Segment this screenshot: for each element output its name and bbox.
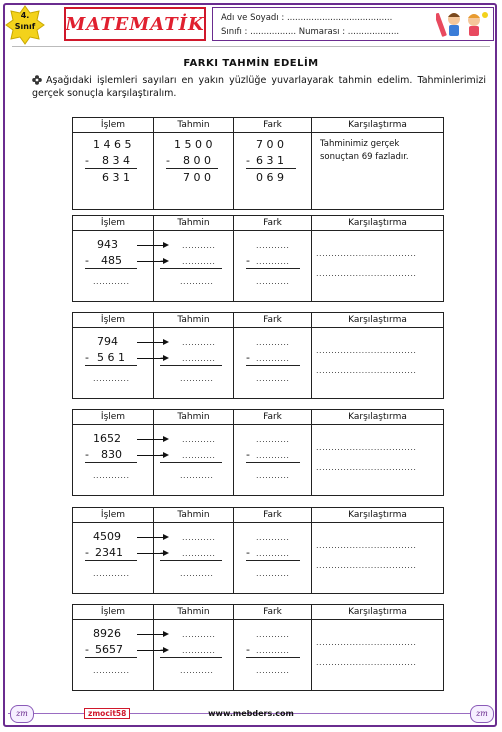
estimate-result-blank[interactable]: ........... xyxy=(180,569,214,578)
exercise-table-1 xyxy=(72,215,444,302)
footer-website-link[interactable]: www.mebders.com xyxy=(208,709,294,718)
col-header-karsilastirma: Karşılaştırma xyxy=(312,508,444,523)
exercise-islem-cell xyxy=(73,425,154,496)
example-fark-cell xyxy=(234,133,312,210)
fark-b-blank[interactable]: ........... xyxy=(256,549,290,558)
footer-author-tag: zmocit58 xyxy=(84,708,130,719)
exercise-table-3 xyxy=(72,409,444,496)
example-tahmin-cell xyxy=(154,133,234,210)
minus-sign: - xyxy=(160,254,164,267)
instructions-text: Aşağıdaki işlemleri sayıları en yakın yüzlüğe yuvarlayarak tahmin edelim. Tahminlerimizi gerçek sonuçla karşılaştıralım. xyxy=(32,75,486,99)
estimate-a-blank[interactable]: ........... xyxy=(182,435,216,444)
fark-result-blank[interactable]: ........... xyxy=(256,471,290,480)
sum-line xyxy=(246,168,296,169)
col-header-karsilastirma: Karşılaştırma xyxy=(312,605,444,620)
exercise-table-4 xyxy=(72,507,444,594)
answer-blank[interactable]: ............ xyxy=(93,277,130,286)
sum-line xyxy=(246,657,300,658)
minus-sign: - xyxy=(85,546,89,559)
grade-number: 4. xyxy=(20,11,30,20)
estimate-result-blank[interactable]: ........... xyxy=(180,374,214,383)
col-header-islem: İşlem xyxy=(73,410,154,425)
comparison-blank-2[interactable]: ................................. xyxy=(316,561,417,570)
sum-line xyxy=(85,560,137,561)
exercise-fark-cell xyxy=(234,328,312,399)
sum-line xyxy=(85,168,137,169)
comparison-blank-1[interactable]: ................................. xyxy=(316,346,417,355)
estimate-a-blank[interactable]: ........... xyxy=(182,630,216,639)
col-header-tahmin: Tahmin xyxy=(154,216,234,231)
exercise-number-a: 794 xyxy=(97,335,118,348)
fark-result-blank[interactable]: ........... xyxy=(256,277,290,286)
example-comparison-line-1: Tahminimiz gerçek xyxy=(320,139,400,149)
estimate-b-blank[interactable]: ........... xyxy=(182,354,216,363)
example-est-a: 1 5 0 0 xyxy=(174,138,213,151)
fark-a-blank[interactable]: ........... xyxy=(256,630,290,639)
comparison-blank-1[interactable]: ................................. xyxy=(316,541,417,550)
estimate-b-blank[interactable]: ........... xyxy=(182,257,216,266)
minus-sign: - xyxy=(246,154,250,167)
worksheet-title: FARKI TAHMİN EDELİM xyxy=(183,58,319,69)
col-header-islem: İşlem xyxy=(73,605,154,620)
sum-line xyxy=(160,657,222,658)
exercise-number-b: 830 xyxy=(101,448,122,461)
col-header-islem: İşlem xyxy=(73,216,154,231)
comparison-blank-1[interactable]: ................................. xyxy=(316,638,417,647)
student-class-line[interactable]: Sınıfı : ................. Numarası : ................... xyxy=(221,27,400,37)
example-karsilastirma-cell xyxy=(312,133,444,210)
estimate-b-blank[interactable]: ........... xyxy=(182,646,216,655)
sum-line xyxy=(85,462,137,463)
col-header-fark: Fark xyxy=(234,118,312,133)
exercise-table-2 xyxy=(72,312,444,399)
col-header-fark: Fark xyxy=(234,605,312,620)
sum-line xyxy=(166,168,218,169)
minus-sign: - xyxy=(246,643,250,656)
student-name-line[interactable]: Adı ve Soyadı : ....................................... xyxy=(221,13,393,23)
col-header-fark: Fark xyxy=(234,508,312,523)
estimate-a-blank[interactable]: ........... xyxy=(182,533,216,542)
exercise-fark-cell xyxy=(234,620,312,691)
fark-result-blank[interactable]: ........... xyxy=(256,374,290,383)
exercise-number-a: 1652 xyxy=(93,432,121,445)
estimate-a-blank[interactable]: ........... xyxy=(182,241,216,250)
exercise-tahmin-cell xyxy=(154,425,234,496)
exercise-number-a: 943 xyxy=(97,238,118,251)
estimate-result-blank[interactable]: ........... xyxy=(180,666,214,675)
exercise-number-a: 4509 xyxy=(93,530,121,543)
fark-b-blank[interactable]: ........... xyxy=(256,257,290,266)
example-op-a: 1 4 6 5 xyxy=(93,138,132,151)
exercise-islem-cell xyxy=(73,231,154,302)
exercise-number-a: 8926 xyxy=(93,627,121,640)
example-est-b: 8 0 0 xyxy=(183,154,211,167)
minus-sign: - xyxy=(85,643,89,656)
estimate-result-blank[interactable]: ........... xyxy=(180,471,214,480)
zm-logo-right: zm xyxy=(470,705,494,723)
col-header-karsilastirma: Karşılaştırma xyxy=(312,118,444,133)
sum-line xyxy=(246,365,300,366)
comparison-blank-2[interactable]: ................................. xyxy=(316,658,417,667)
fark-a-blank[interactable]: ........... xyxy=(256,533,290,542)
exercise-karsilastirma-cell xyxy=(312,328,444,399)
col-header-karsilastirma: Karşılaştırma xyxy=(312,313,444,328)
fark-b-blank[interactable]: ........... xyxy=(256,646,290,655)
fark-result-blank[interactable]: ........... xyxy=(256,666,290,675)
sum-line xyxy=(246,462,300,463)
fark-b-blank[interactable]: ........... xyxy=(256,354,290,363)
zm-logo-left: zm xyxy=(10,705,34,723)
fark-a-blank[interactable]: ........... xyxy=(256,241,290,250)
sum-line xyxy=(160,560,222,561)
col-header-fark: Fark xyxy=(234,216,312,231)
example-comparison xyxy=(320,138,409,164)
col-header-karsilastirma: Karşılaştırma xyxy=(312,410,444,425)
minus-sign: - xyxy=(160,351,164,364)
minus-sign: - xyxy=(160,643,164,656)
minus-sign: - xyxy=(85,254,89,267)
minus-sign: - xyxy=(166,154,170,167)
estimate-result-blank[interactable]: ........... xyxy=(180,277,214,286)
col-header-tahmin: Tahmin xyxy=(154,508,234,523)
answer-blank[interactable]: ............ xyxy=(93,569,130,578)
example-fark-result: 0 6 9 xyxy=(256,171,284,184)
exercise-islem-cell xyxy=(73,328,154,399)
sum-line xyxy=(246,560,300,561)
exercise-number-b: 5657 xyxy=(95,643,123,656)
sum-line xyxy=(160,365,222,366)
example-op-b: 8 3 4 xyxy=(102,154,130,167)
children-with-pencil-icon xyxy=(436,9,490,39)
exercise-fark-cell xyxy=(234,523,312,594)
minus-sign: - xyxy=(160,546,164,559)
exercise-karsilastirma-cell xyxy=(312,425,444,496)
fark-result-blank[interactable]: ........... xyxy=(256,569,290,578)
estimate-b-blank[interactable]: ........... xyxy=(182,451,216,460)
fark-b-blank[interactable]: ........... xyxy=(256,451,290,460)
header-divider xyxy=(12,46,490,47)
exercise-tahmin-cell xyxy=(154,328,234,399)
example-est-result: 7 0 0 xyxy=(183,171,211,184)
comparison-blank-2[interactable]: ................................. xyxy=(316,269,417,278)
fark-a-blank[interactable]: ........... xyxy=(256,435,290,444)
example-table xyxy=(72,117,444,210)
col-header-islem: İşlem xyxy=(73,313,154,328)
exercise-number-b: 5 6 1 xyxy=(97,351,125,364)
estimate-b-blank[interactable]: ........... xyxy=(182,549,216,558)
col-header-tahmin: Tahmin xyxy=(154,118,234,133)
minus-sign: - xyxy=(85,351,89,364)
subject-title-box xyxy=(64,7,206,41)
col-header-islem: İşlem xyxy=(73,508,154,523)
example-op-result: 6 3 1 xyxy=(102,171,130,184)
exercise-number-b: 2341 xyxy=(95,546,123,559)
exercise-tahmin-cell xyxy=(154,231,234,302)
sum-line xyxy=(85,268,137,269)
minus-sign: - xyxy=(246,351,250,364)
sum-line xyxy=(160,462,222,463)
sum-line xyxy=(160,268,222,269)
exercise-fark-cell xyxy=(234,425,312,496)
col-header-tahmin: Tahmin xyxy=(154,313,234,328)
minus-sign: - xyxy=(85,448,89,461)
col-header-tahmin: Tahmin xyxy=(154,605,234,620)
example-fark-a: 7 0 0 xyxy=(256,138,284,151)
minus-sign: - xyxy=(246,254,250,267)
comparison-blank-1[interactable]: ................................. xyxy=(316,443,417,452)
example-islem-cell xyxy=(73,133,154,210)
exercise-islem-cell xyxy=(73,523,154,594)
comparison-blank-1[interactable]: ................................. xyxy=(316,249,417,258)
grade-sub: Sınıf xyxy=(14,22,36,31)
flower-bullet-icon xyxy=(32,75,42,85)
instructions xyxy=(32,74,486,100)
minus-sign: - xyxy=(85,154,89,167)
exercise-table-5 xyxy=(72,604,444,691)
exercise-tahmin-cell xyxy=(154,620,234,691)
exercise-tahmin-cell xyxy=(154,523,234,594)
answer-blank[interactable]: ............ xyxy=(93,471,130,480)
col-header-tahmin: Tahmin xyxy=(154,410,234,425)
comparison-blank-2[interactable]: ................................. xyxy=(316,366,417,375)
example-comparison-line-2: sonuçtan 69 fazladır. xyxy=(320,152,409,162)
col-header-islem: İşlem xyxy=(73,118,154,133)
minus-sign: - xyxy=(160,448,164,461)
sum-line xyxy=(85,657,137,658)
comparison-blank-2[interactable]: ................................. xyxy=(316,463,417,472)
answer-blank[interactable]: ............ xyxy=(93,666,130,675)
col-header-fark: Fark xyxy=(234,313,312,328)
col-header-karsilastirma: Karşılaştırma xyxy=(312,216,444,231)
exercise-karsilastirma-cell xyxy=(312,523,444,594)
exercise-karsilastirma-cell xyxy=(312,620,444,691)
grade-label xyxy=(5,10,45,32)
sum-line xyxy=(246,268,300,269)
example-fark-b: 6 3 1 xyxy=(256,154,284,167)
minus-sign: - xyxy=(246,448,250,461)
exercise-fark-cell xyxy=(234,231,312,302)
estimate-a-blank[interactable]: ........... xyxy=(182,338,216,347)
answer-blank[interactable]: ............ xyxy=(93,374,130,383)
col-header-fark: Fark xyxy=(234,410,312,425)
exercise-number-b: 485 xyxy=(101,254,122,267)
minus-sign: - xyxy=(246,546,250,559)
sum-line xyxy=(85,365,137,366)
exercise-islem-cell xyxy=(73,620,154,691)
exercise-karsilastirma-cell xyxy=(312,231,444,302)
subject-title: MATEMATİK xyxy=(65,13,205,35)
fark-a-blank[interactable]: ........... xyxy=(256,338,290,347)
